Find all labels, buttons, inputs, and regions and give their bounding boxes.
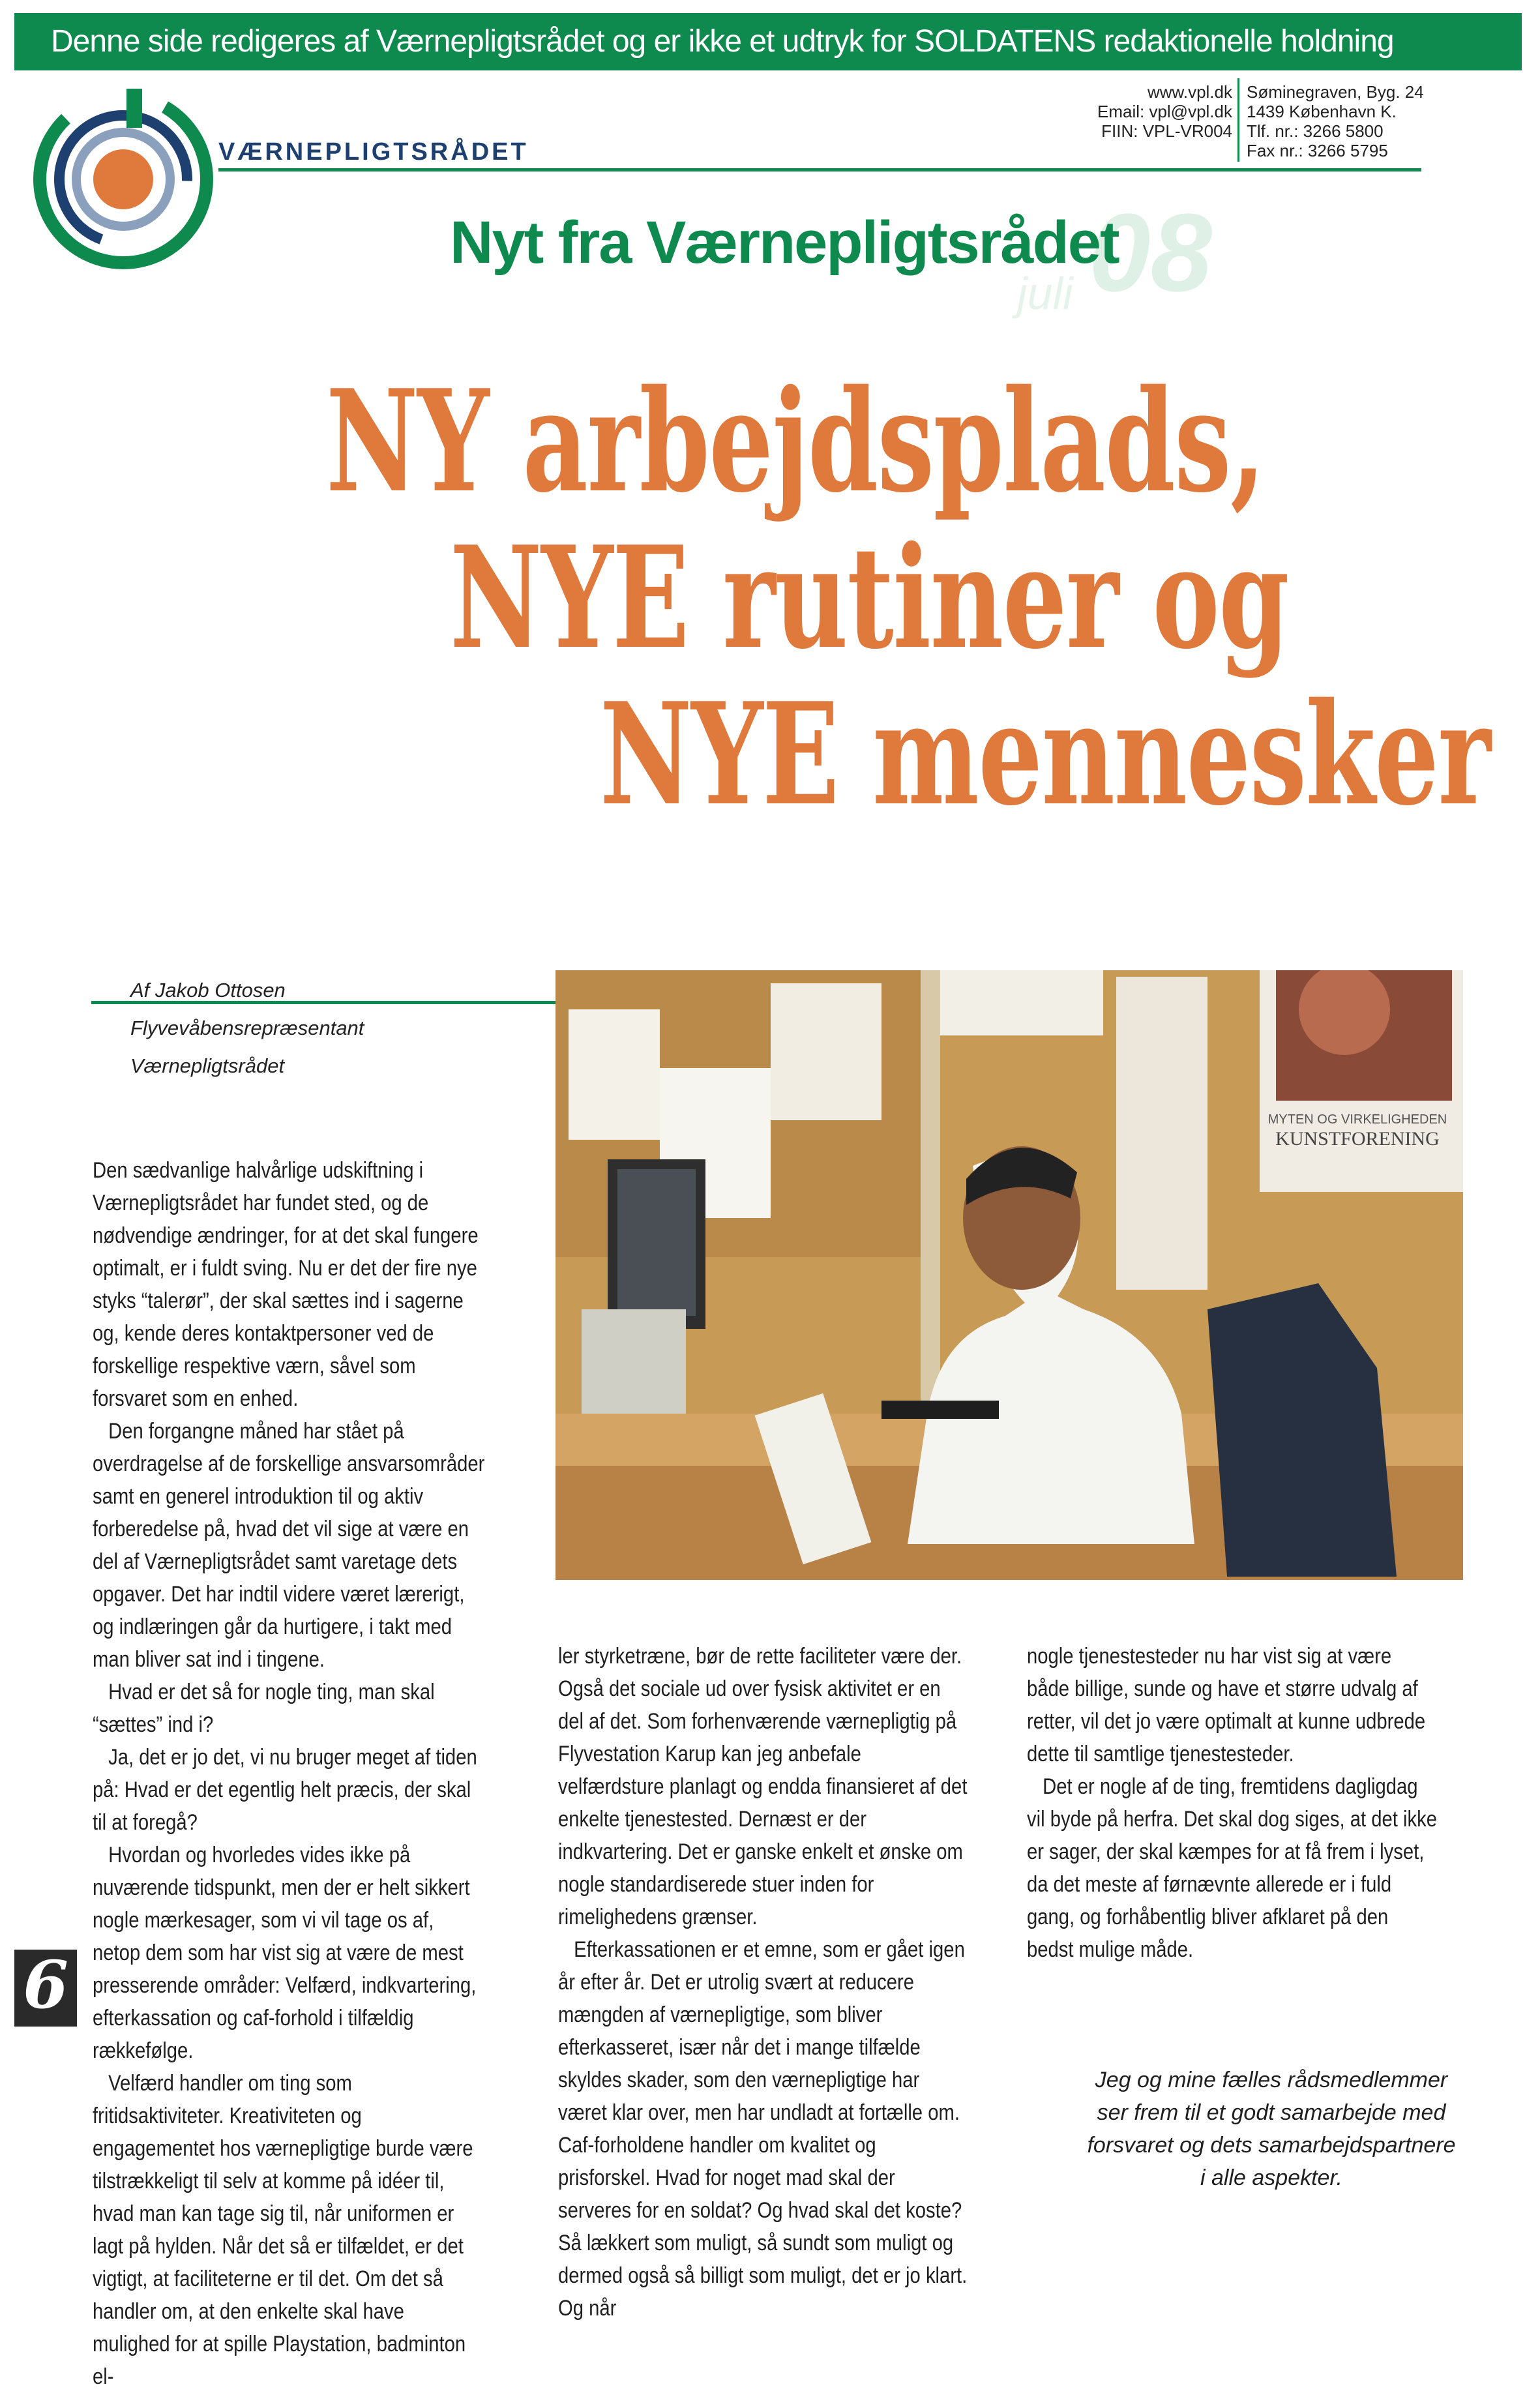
office-photo: [555, 970, 1463, 1580]
poster-caption-2: KUNSTFORENING: [1275, 1128, 1440, 1150]
article-headline: [0, 352, 1540, 837]
pull-quote: Jeg og mine fælles rådsmedlemmer ser frem til et godt samarbejde med forsvaret og dets samarbejdspartnere i alle aspekter.: [1087, 2068, 1456, 2190]
header-rule: [218, 168, 1421, 171]
issue-number-watermark: 08: [1089, 191, 1213, 315]
byline: [130, 972, 364, 1085]
website-link[interactable]: www.vpl.dk: [1147, 82, 1232, 102]
byline-author: Af Jakob Ottosen: [130, 979, 286, 1002]
postal-city: 1439 København K.: [1247, 102, 1397, 121]
vaernepligtsraadet-logo-icon: [29, 85, 218, 274]
byline-role: Flyvevåbensrepræsentant: [130, 1017, 364, 1039]
issue-month-watermark: juli: [1017, 268, 1073, 319]
article-column-2: [558, 1640, 969, 2325]
editorial-disclaimer-banner: Denne side redigeres af Værnepligtsrådet og er ikke et udtryk for SOLDATENS redaktionelle holdning: [14, 13, 1522, 70]
section-title: Nyt fra Værnepligtsrådet: [450, 209, 1119, 276]
headline-line-1: NY arbejdsplads,: [326, 359, 1265, 524]
paragraph: Efterkassationen er et emne, som er gået igen år efter år. Det er utrolig svært at reducere mængden af værnepligtige, som bliver efterkasseret, især når det i mange tilfælde skyldes skader, som den værnepligtige har været klar over, men har undladt at fortælle om. Caf-forholdene handler om kvalitet og prisforskel. Hvad for noget mad skal der serveres for en soldat? Og hvad skal det koste? Så lækkert som muligt, så sundt som muligt og dermed også så billigt som muligt, det er jo klart. Og når: [558, 1937, 968, 2321]
paragraph: Det er nogle af de ting, fremtidens dagligdag vil byde på herfra. Det skal dog siges, at det ikke er sager, der skal kæmpes for at få frem i lyset, da det meste af førnævnte allerede er i fuld gang, og forhåbentlig bliver afklaret på den bedst mulige måde.: [1027, 1774, 1437, 1962]
page-number: 6: [23, 1946, 68, 2023]
paragraph: ler styrketræne, bør de rette faciliteter være der. Også det sociale ud over fysisk aktivitet er en del af det. Som forhenværende værnepligtig på Flyvestation Karup kan jeg anbefale velfærdsture planlagt og endda finansieret af det enkelte tjenestested. Dernæst er der indkvartering. Det er ganske enkelt et ønske om nogle standardiserede stuer inden for rimelighedens grænser.: [558, 1644, 968, 1929]
paragraph: Velfærd handler om ting som fritidsaktiviteter. Kreativiteten og engagementet hos værnepligtige burde være tilstrækkeligt til selv at komme på idéer til, hvad man kan tage sig til, når uniformen er lagt på hylden. Når det så er tilfældet, er det vigtigt, at faciliteterne er til det. Om det så handler om, at den enkelte skal have mulighed for at spille Playstation, badminton el-: [93, 2071, 473, 2389]
contact-online: [1011, 82, 1232, 141]
paragraph: Hvordan og hvorledes vides ikke på nuværende tidspunkt, men der er helt sikkert nogle mærkesager, som vi vil tage os af, netop dem som har vist sig at være de mest presserende områder: Velfærd, indkvartering, efterkassation og caf-forhold i tilfældig rækkefølge.: [93, 1843, 477, 2063]
street-address: Søminegraven, Byg. 24: [1247, 82, 1424, 102]
email-link[interactable]: Email: vpl@vpl.dk: [1097, 102, 1232, 121]
phone-number: Tlf. nr.: 3266 5800: [1247, 121, 1384, 141]
headline-line-3: NYE mennesker: [600, 672, 1490, 837]
article-column-3: [1027, 1640, 1438, 1966]
fax-number: Fax nr.: 3266 5795: [1247, 141, 1388, 160]
paragraph: Ja, det er jo det, vi nu bruger meget af tiden på: Hvad er det egentlig helt præcis, der skal til at foregå?: [93, 1745, 477, 1835]
article-column-1: [93, 1154, 485, 2393]
paragraph: Den forgangne måned har stået på overdragelse af de forskellige ansvarsområder samt en generel introduktion til og aktiv forberedelse på, hvad det vil sige at være en del af Værnepligtsrådet samt varetage dets opgaver. Det har indtil videre været lærerigt, og indlæringen går da hurtigere, i takt med man bliver sat ind i tingene.: [93, 1419, 485, 1672]
contact-address: [1247, 82, 1442, 160]
organisation-name: VÆRNEPLIGTSRÅDET: [218, 138, 529, 166]
paragraph: Den sædvanlige halvårlige udskiftning i Værnepligtsrådet har fundet sted, og de nødvendige ændringer, for at det skal fungere optimalt, er i fuldt sving. Nu er det der fire nye styks “talerør”, der skal sættes ind i sagerne og, kende deres kontaktpersoner ved de forskellige respektive værn, såvel som forsvaret som en enhed.: [93, 1158, 479, 1411]
fiin-code: FIIN: VPL-VR004: [1101, 121, 1232, 141]
byline-org: Værnepligtsrådet: [130, 1054, 285, 1077]
poster-caption-1: MYTEN OG VIRKELIGHEDEN: [1267, 1112, 1447, 1127]
paragraph: Hvad er det så for nogle ting, man skal “sættes” ind i?: [93, 1680, 435, 1737]
contact-divider: [1237, 78, 1239, 162]
headline-line-2: NYE rutiner og: [450, 515, 1289, 680]
paragraph: nogle tjenestesteder nu har vist sig at være både billige, sunde og have et større udvalg af retter, vil det jo være optimalt at kunne udbrede dette til samtlige tjenestesteder.: [1027, 1644, 1426, 1766]
